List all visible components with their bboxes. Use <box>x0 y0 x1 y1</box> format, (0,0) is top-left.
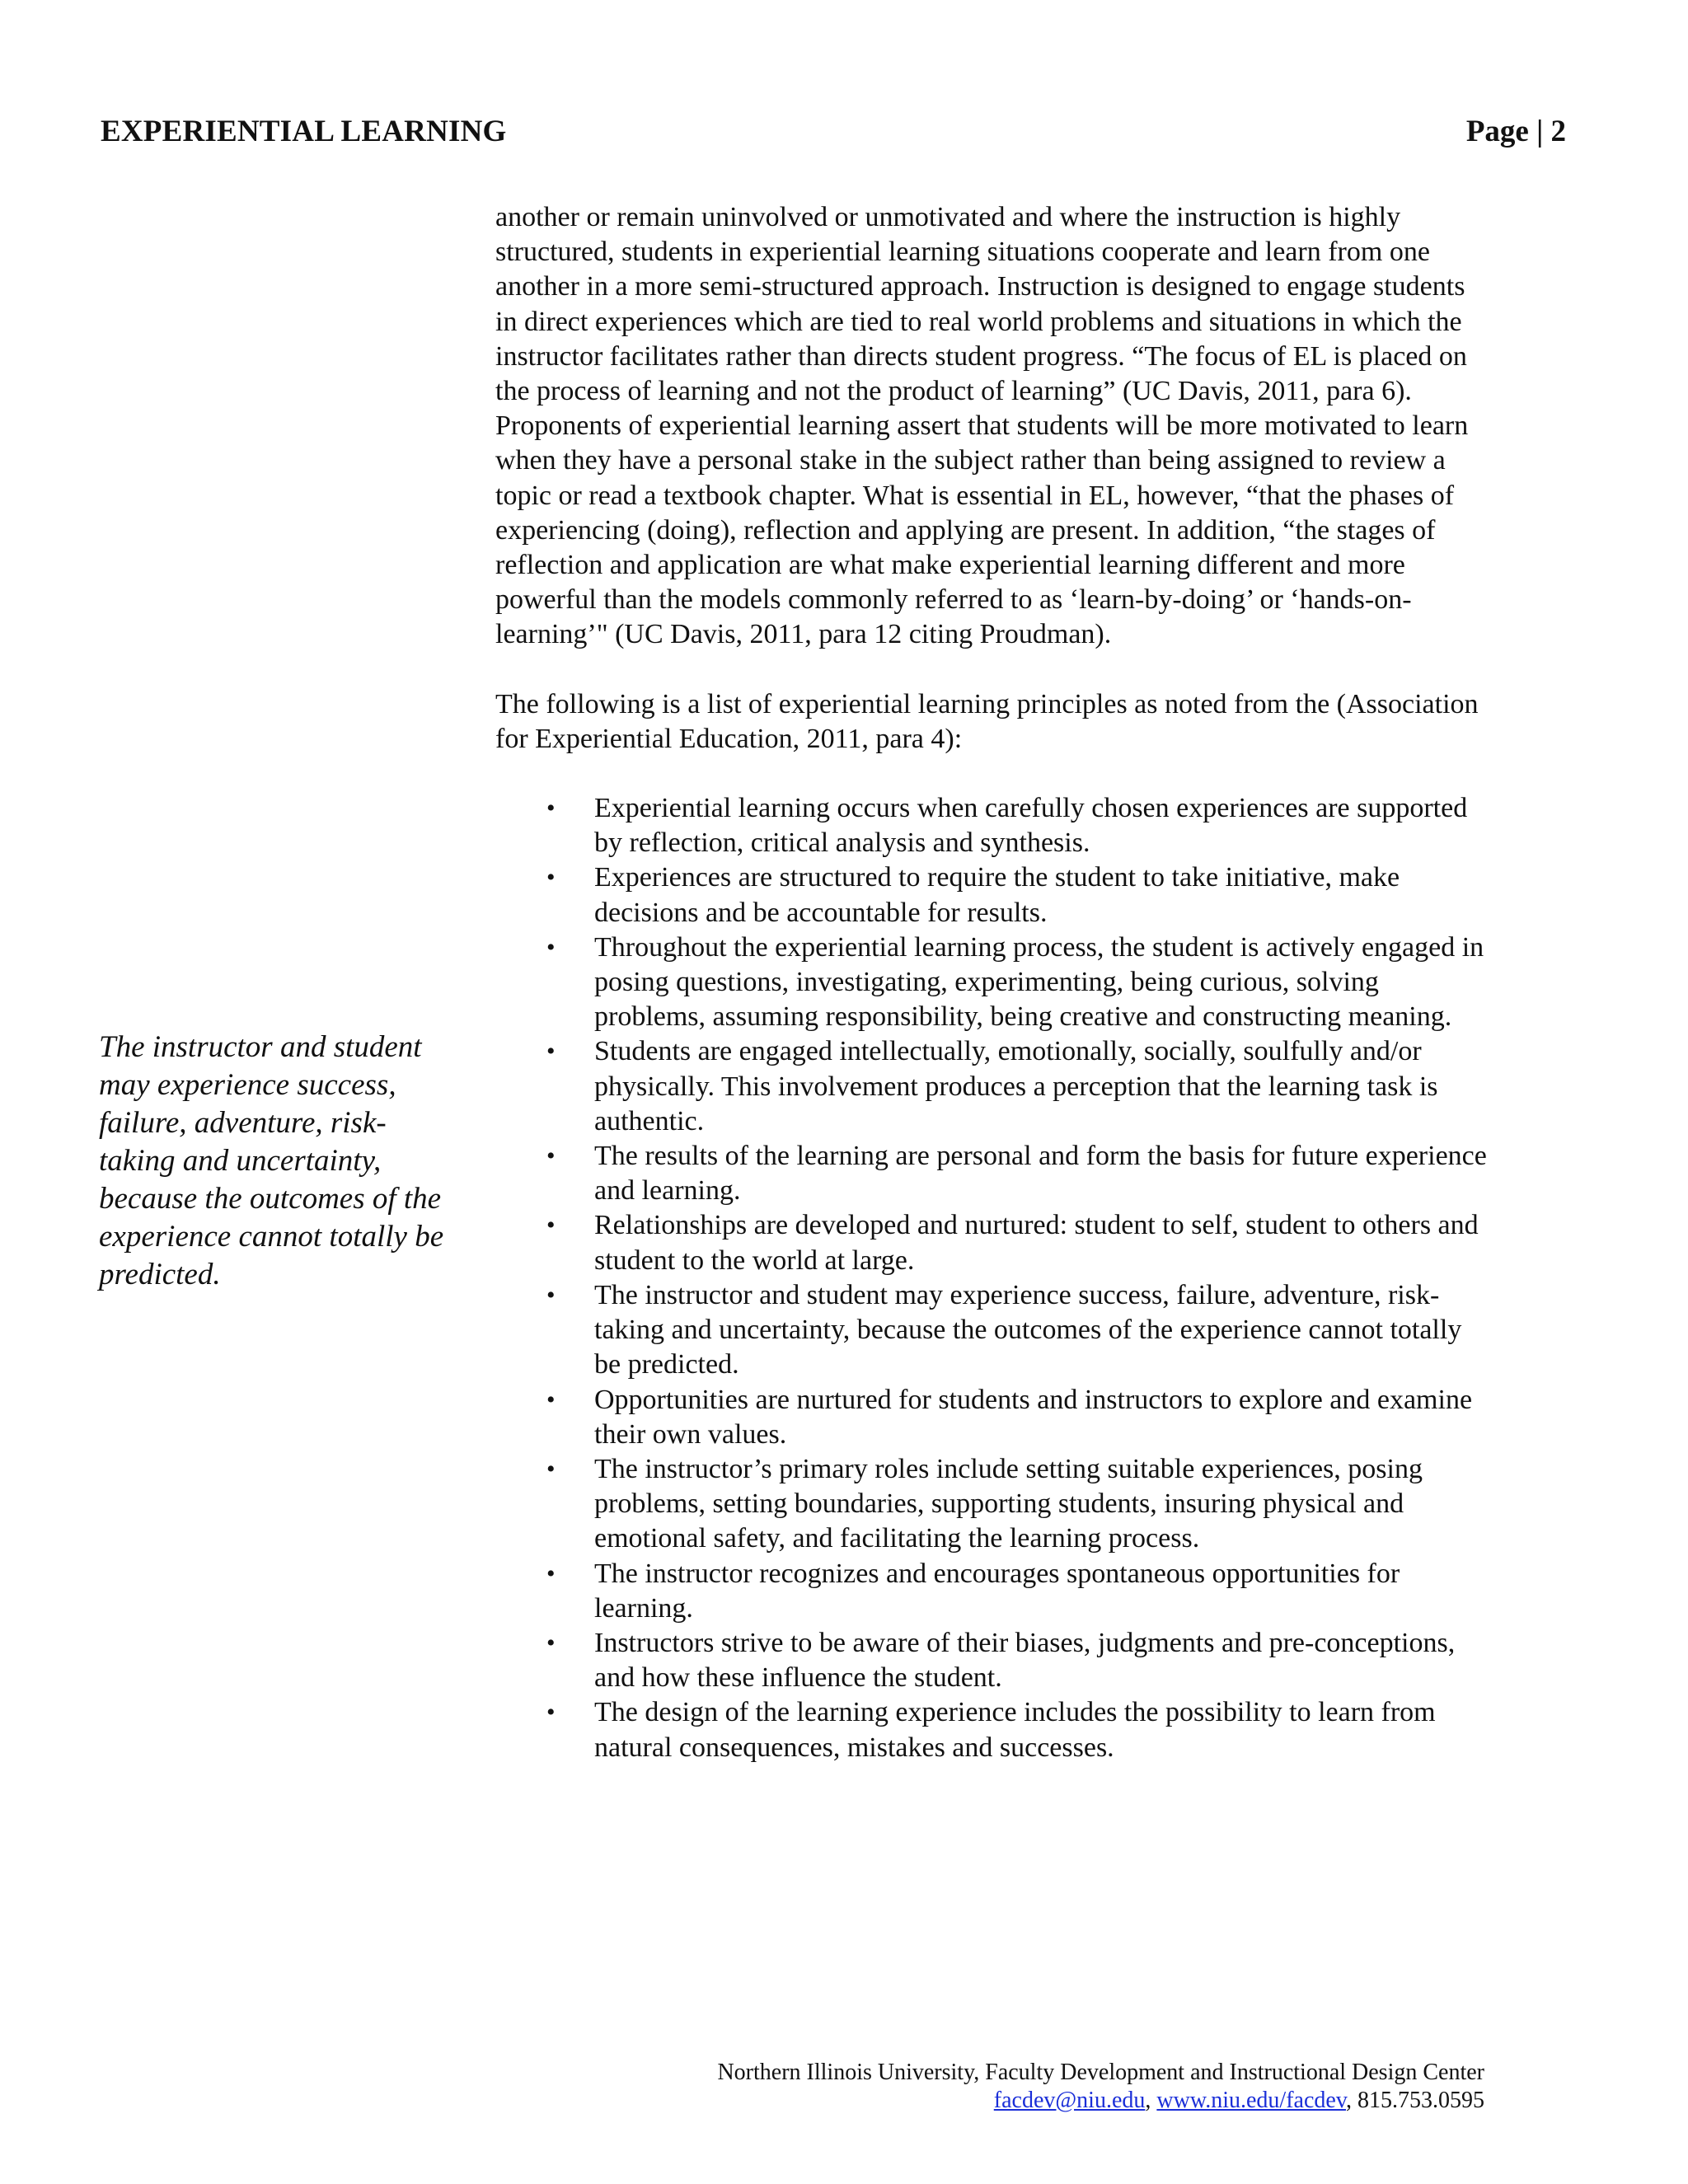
bullet-icon: • <box>546 1699 556 1727</box>
bullet-icon: • <box>546 1038 556 1066</box>
list-item <box>495 1278 1493 1383</box>
bullet-icon: • <box>546 1629 556 1657</box>
list-item <box>495 1034 1493 1139</box>
list-item-text: The results of the learning are personal and form the basis for future experience and learning. <box>594 1141 1487 1207</box>
footer-website-link[interactable]: www.niu.edu/facdev <box>1156 2088 1346 2113</box>
list-item-text: The instructor’s primary roles include setting suitable experiences, posing problems, setting boundaries, supporting students, insuring physical and emotional safety, and facilitating the learning process. <box>594 1453 1423 1554</box>
list-item-text: Students are engaged intellectually, emotionally, socially, soulfully and/or physically. This involvement produces a perception that the learning task is authentic. <box>594 1036 1438 1137</box>
list-item-text: Experiences are structured to require the student to take initiative, make decisions and be accountable for results. <box>594 862 1400 928</box>
list-item-text: Relationships are developed and nurtured: student to self, student to others and student to the world at large. <box>594 1210 1479 1276</box>
list-item <box>495 791 1493 860</box>
list-item <box>495 1139 1493 1208</box>
list-item <box>495 1383 1493 1452</box>
list-item <box>495 1695 1493 1765</box>
list-item <box>495 1452 1493 1557</box>
bullet-icon: • <box>546 1281 556 1309</box>
list-item-text: Opportunities are nurtured for students and instructors to explore and examine their own values. <box>594 1384 1473 1450</box>
body-paragraph-1: another or remain uninvolved or unmotivated and where the instruction is highly structured, students in experiential learning situations cooperate and learn from one another in a more semi-structured approach. Instruction is designed to engage students in direct experiences which are tied to real world problems and situations in which the instructor facilitates rather than directs student progress. “The focus of EL is placed on the process of learning and not the product of learning” (UC Davis, 2011, para 6). Proponents of experiential learning assert that students will be more motivated to learn when they have a personal stake in the subject rather than being assigned to review a topic or read a textbook chapter. What is essential in EL, however, “that the phases of experiencing (doing), reflection and applying are present. In addition, “the stages of reflection and application are what make experiential learning different and more powerful than the models commonly referred to as ‘learn-by-doing’ or ‘hands-on-learning’" (UC Davis, 2011, para 12 citing Proudman). <box>495 202 1469 650</box>
bullet-icon: • <box>546 1385 556 1413</box>
bullet-icon: • <box>546 1212 556 1240</box>
principles-list <box>495 791 1493 1765</box>
bullet-icon: • <box>546 1142 556 1170</box>
list-item-text: Experiential learning occurs when carefully chosen experiences are supported by reflection, critical analysis and synthesis. <box>594 793 1468 859</box>
footer-phone: , 815.753.0595 <box>1346 2088 1484 2113</box>
footer-separator: , <box>1145 2088 1157 2113</box>
list-item <box>495 1626 1493 1695</box>
list-item <box>495 1557 1493 1626</box>
footer-contact <box>717 2087 1484 2115</box>
sidebar-pull-quote: The instructor and student may experience success, failure, adventure, risk-taking and uncertainty, because the outcomes of the experience cannot totally be predicted. <box>99 1030 444 1291</box>
document-header-title: EXPERIENTIAL LEARNING <box>101 115 507 148</box>
page-footer <box>717 2059 1484 2115</box>
main-content <box>495 200 1493 1765</box>
bullet-icon: • <box>546 933 556 961</box>
footer-email-link[interactable]: facdev@niu.edu <box>993 2088 1146 2113</box>
list-item <box>495 1208 1493 1277</box>
bullet-icon: • <box>546 1455 556 1483</box>
list-item <box>495 860 1493 930</box>
list-item-text: The instructor recognizes and encourages spontaneous opportunities for learning. <box>594 1558 1400 1624</box>
list-item-text: The instructor and student may experience success, failure, adventure, risk-taking and uncertainty, because the outcomes of the experience cannot totally be predicted. <box>594 1279 1462 1380</box>
body-paragraph-2: The following is a list of experiential learning principles as noted from the (Association for Experiential Education, 2011, para 4): <box>495 688 1479 754</box>
list-item-text: Instructors strive to be aware of their biases, judgments and pre-conceptions, and how these influence the student. <box>594 1627 1456 1694</box>
bullet-icon: • <box>546 864 556 892</box>
list-item-text: Throughout the experiential learning process, the student is actively engaged in posing questions, investigating, experimenting, being curious, solving problems, assuming responsibility, being creative and constructing meaning. <box>594 931 1484 1033</box>
footer-organization: Northern Illinois University, Faculty Development and Instructional Design Center <box>717 2060 1484 2085</box>
bullet-icon: • <box>546 1559 556 1587</box>
page-number: Page | 2 <box>1465 115 1566 148</box>
bullet-icon: • <box>546 794 556 823</box>
list-item-text: The design of the learning experience includes the possibility to learn from natural consequences, mistakes and successes. <box>594 1697 1436 1763</box>
list-item <box>495 930 1493 1035</box>
